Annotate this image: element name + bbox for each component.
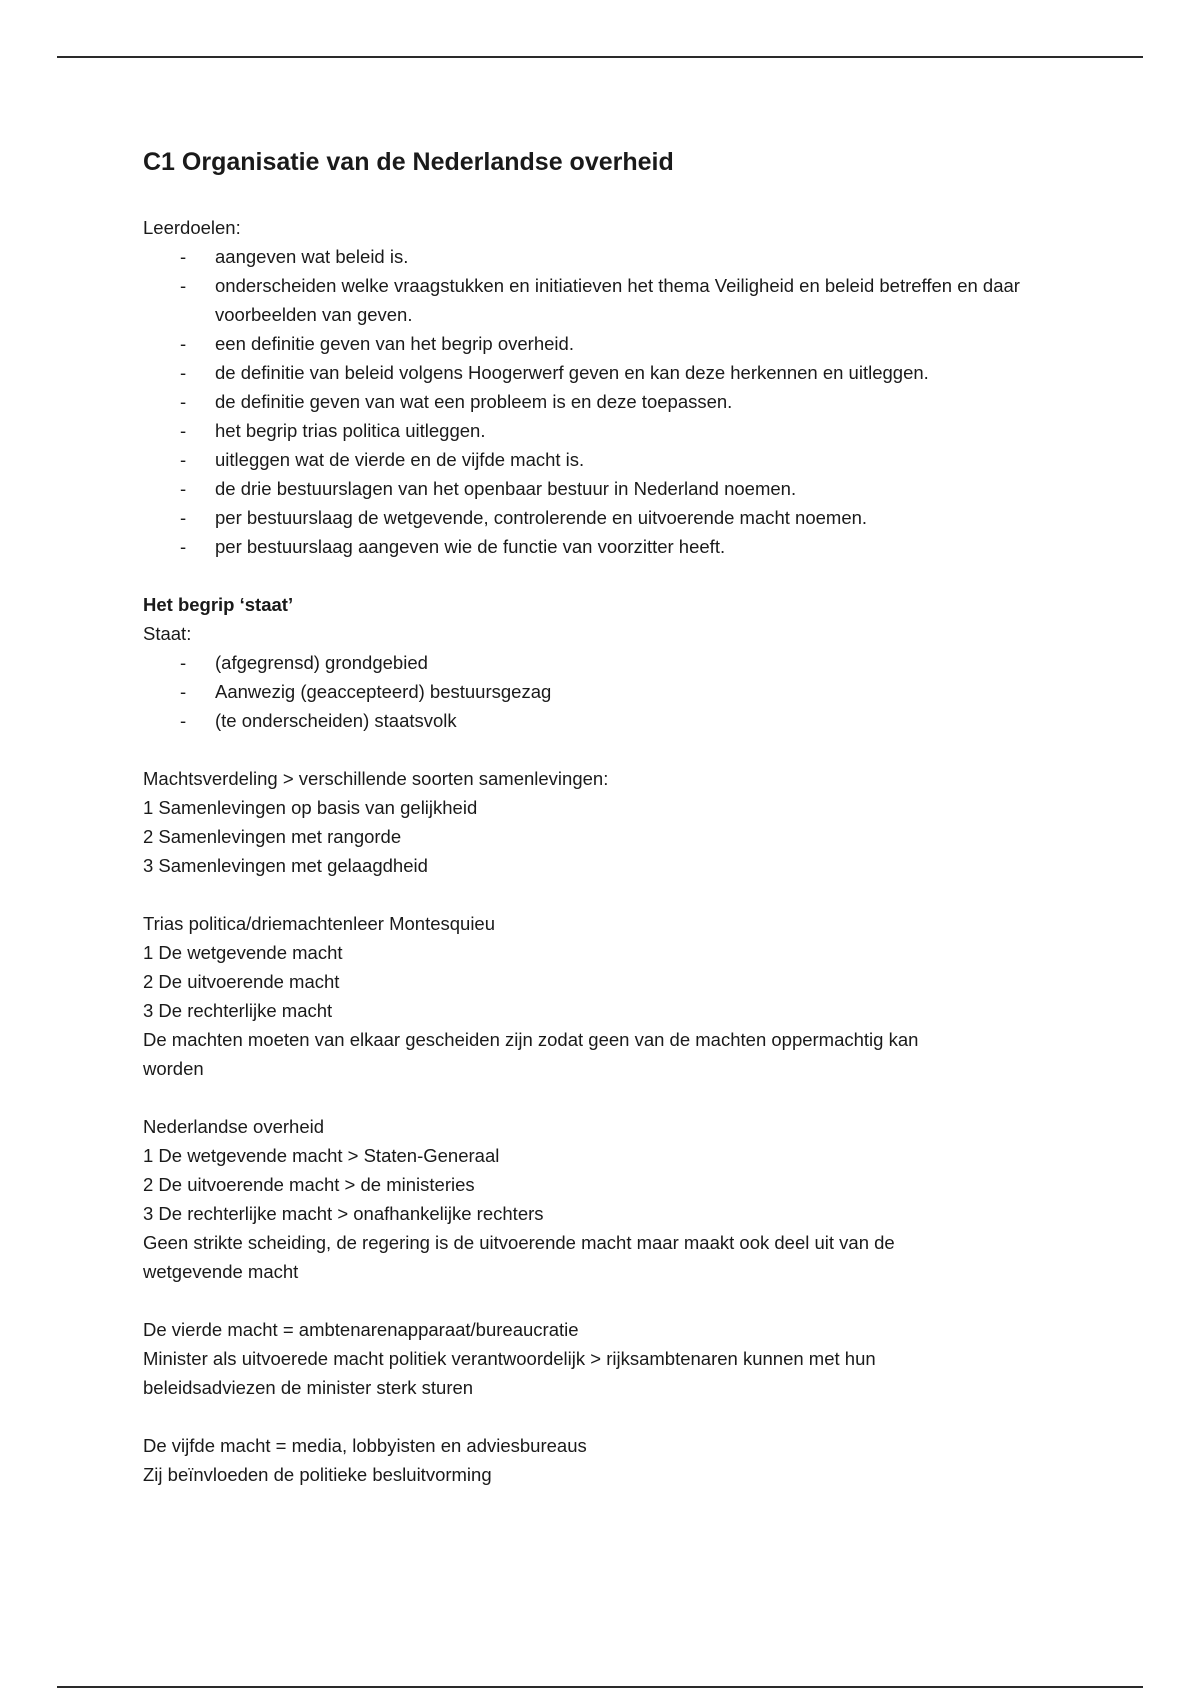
text-line: Minister als uitvoerede macht politiek verantwoordelijk > rijksambtenaren kunnen met hun <box>143 1348 876 1369</box>
section-nederlandse-overheid <box>143 1112 1063 1286</box>
page-title: C1 Organisatie van de Nederlandse overheid <box>143 148 674 176</box>
dash-marker: - <box>180 681 187 702</box>
list-item: - de definitie geven van wat een probleem is en deze toepassen. <box>143 387 1063 416</box>
text-line: 2 De uitvoerende macht > de ministeries <box>143 1174 475 1195</box>
text-line: Nederlandse overheid <box>143 1116 325 1137</box>
list-item: - de definitie van beleid volgens Hoogerwerf geven en kan deze herkennen en uitleggen. <box>143 358 1063 387</box>
dash-marker: - <box>180 652 187 673</box>
list-item: - een definitie geven van het begrip overheid. <box>143 329 1063 358</box>
list-item: - de drie bestuurslagen van het openbaar bestuur in Nederland noemen. <box>143 474 1063 503</box>
section-vierde-macht <box>143 1315 1063 1402</box>
staat-list <box>143 648 1063 735</box>
dash-marker: - <box>180 478 187 499</box>
list-item: - per bestuurslaag aangeven wie de functie van voorzitter heeft. <box>143 532 1063 561</box>
text-line: wetgevende macht <box>143 1261 299 1282</box>
footer-rule <box>57 1686 1143 1688</box>
dash-marker: - <box>180 536 187 557</box>
dash-marker: - <box>180 710 187 731</box>
dash-marker: - <box>180 391 187 412</box>
document-body <box>143 144 1063 1489</box>
list-item: - onderscheiden welke vraagstukken en initiatieven het thema Veiligheid en beleid betreffen en daar voorbeelden van geven. <box>143 271 1063 329</box>
list-item: - (afgegrensd) grondgebied <box>143 648 1063 677</box>
list-item: - het begrip trias politica uitleggen. <box>143 416 1063 445</box>
text-line: 2 De uitvoerende macht <box>143 971 340 992</box>
dash-marker: - <box>180 333 187 354</box>
text-line: 1 Samenlevingen op basis van gelijkheid <box>143 797 478 818</box>
header-rule <box>57 56 1143 58</box>
section-leerdoelen <box>143 213 1063 561</box>
text-line: 1 De wetgevende macht <box>143 942 343 963</box>
text-line: De vijfde macht = media, lobbyisten en adviesbureaus <box>143 1435 587 1456</box>
text-line: Geen strikte scheiding, de regering is de uitvoerende macht maar maakt ook deel uit van de <box>143 1232 895 1253</box>
text-line: Trias politica/driemachtenleer Montesquieu <box>143 913 496 934</box>
dash-marker: - <box>180 449 187 470</box>
section-machtsverdeling <box>143 764 1063 880</box>
list-item: - per bestuurslaag de wetgevende, controlerende en uitvoerende macht noemen. <box>143 503 1063 532</box>
list-item: - (te onderscheiden) staatsvolk <box>143 706 1063 735</box>
text-line: 3 Samenlevingen met gelaagdheid <box>143 855 428 876</box>
text-line: De machten moeten van elkaar gescheiden zijn zodat geen van de machten oppermachtig kan <box>143 1029 919 1050</box>
staat-label: Staat: <box>143 623 192 644</box>
text-line: worden <box>143 1058 204 1079</box>
dash-marker: - <box>180 362 187 383</box>
section-heading: Het begrip ‘staat’ <box>143 594 294 615</box>
text-line: 1 De wetgevende macht > Staten-Generaal <box>143 1145 500 1166</box>
text-line: 2 Samenlevingen met rangorde <box>143 826 402 847</box>
text-line: beleidsadviezen de minister sterk sturen <box>143 1377 474 1398</box>
list-item: - aangeven wat beleid is. <box>143 242 1063 271</box>
dash-marker: - <box>180 275 187 296</box>
text-line: Machtsverdeling > verschillende soorten samenlevingen: <box>143 768 609 789</box>
leerdoelen-list <box>143 242 1063 561</box>
dash-marker: - <box>180 507 187 528</box>
text-line: 3 De rechterlijke macht > onafhankelijke rechters <box>143 1203 544 1224</box>
section-staat <box>143 590 1063 735</box>
section-vijfde-macht <box>143 1431 1063 1489</box>
dash-marker: - <box>180 246 187 267</box>
section-trias-politica <box>143 909 1063 1083</box>
list-item: - Aanwezig (geaccepteerd) bestuursgezag <box>143 677 1063 706</box>
text-line: Zij beïnvloeden de politieke besluitvorming <box>143 1464 492 1485</box>
list-item: - uitleggen wat de vierde en de vijfde macht is. <box>143 445 1063 474</box>
dash-marker: - <box>180 420 187 441</box>
leerdoelen-label: Leerdoelen: <box>143 217 241 238</box>
text-line: 3 De rechterlijke macht <box>143 1000 333 1021</box>
text-line: De vierde macht = ambtenarenapparaat/bureaucratie <box>143 1319 579 1340</box>
